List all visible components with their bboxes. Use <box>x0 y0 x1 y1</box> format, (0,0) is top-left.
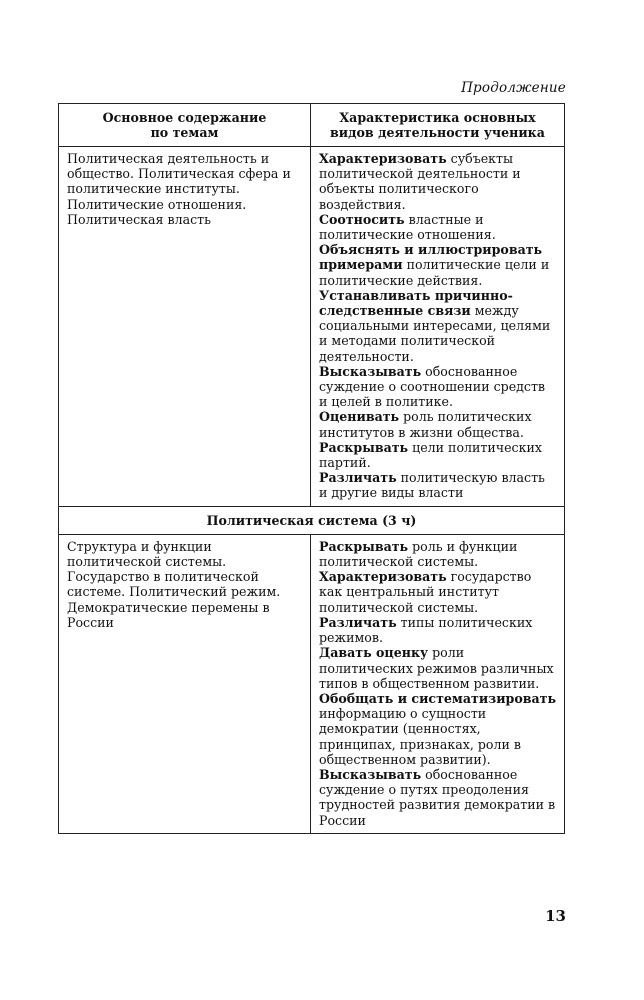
activity-item <box>319 569 556 615</box>
activity-text: роли политических режимов различных типов в общественном развитии. <box>319 645 554 691</box>
activity-text: политические цели и политические действия. <box>319 257 550 288</box>
activity-verb: Высказывать <box>319 363 422 379</box>
activity-item <box>319 212 556 242</box>
activity-text: обоснованное суждение о соотношении средств и целей в политике. <box>319 363 546 410</box>
header-activities-line2: видов деятельности ученика <box>330 125 545 140</box>
activity-item <box>319 691 556 767</box>
activities-cell <box>311 534 565 833</box>
activity-item <box>319 615 556 645</box>
activity-item <box>319 242 556 288</box>
activity-text: цели политических партий. <box>319 439 542 471</box>
table-row <box>59 147 565 507</box>
topic-text: Структура и функции политической системы. Государство в политической системе. Политический режим. Демократические перемены в России <box>67 538 281 630</box>
activity-text: информацию о сущности демократии (ценностях, принципах, признаках, роли в общественном развитии). <box>319 706 521 767</box>
activity-text: между социальными интересами, целями и методами политической деятельности. <box>319 303 551 364</box>
activity-text: обоснованное суждение о путях преодоления трудностей развития демократии в России <box>319 766 556 828</box>
activity-verb: Различать <box>319 614 397 630</box>
header-main-content <box>59 104 311 147</box>
curriculum-table <box>58 103 565 834</box>
activity-item <box>319 539 556 569</box>
topic-cell <box>59 147 311 507</box>
activity-text: типы политических режимов. <box>319 614 533 646</box>
topic-text: Политическая деятельность и общество. Политическая сфера и политические институты. Политические отношения. Политическая власть <box>67 151 291 227</box>
activity-item <box>319 364 556 410</box>
activity-text: государство как центральный институт политической системы. <box>319 569 532 615</box>
activity-text: роль политических институтов в жизни общества. <box>319 409 532 440</box>
activity-item <box>319 470 556 500</box>
activity-verb: Характеризовать <box>319 151 447 166</box>
activity-verb: Оценивать <box>319 409 400 425</box>
header-activities-line1: Характеристика основных <box>339 110 536 125</box>
activity-text: роль и функции политической системы. <box>319 538 518 570</box>
activity-item <box>319 288 556 364</box>
page-number: 13 <box>545 907 566 925</box>
section-title: Политическая система (3 ч) <box>59 506 565 534</box>
section-row <box>59 506 565 534</box>
activity-verb: Объяснять и иллюстрировать примерами <box>319 242 543 273</box>
activity-item <box>319 645 556 691</box>
header-main-content-line2: по темам <box>150 125 219 140</box>
activities-cell <box>311 147 565 507</box>
activity-item <box>319 151 556 212</box>
header-activities <box>311 104 565 147</box>
table-row <box>59 534 565 833</box>
header-main-content-line1: Основное содержание <box>102 110 267 125</box>
activity-verb: Раскрывать <box>319 439 409 455</box>
activity-item <box>319 767 556 828</box>
activity-item <box>319 440 556 470</box>
activity-verb: Различать <box>319 470 397 486</box>
activity-verb: Обобщать и систематизировать <box>319 690 556 706</box>
table-header-row <box>59 104 565 147</box>
continuation-label: Продолжение <box>461 80 566 96</box>
activity-verb: Высказывать <box>319 766 422 782</box>
activity-text: властные и политические отношения. <box>319 211 496 243</box>
activity-verb: Характеризовать <box>319 569 447 585</box>
topic-cell <box>59 534 311 833</box>
activity-verb: Раскрывать <box>319 538 409 554</box>
activity-text: политическую власть и другие виды власти <box>319 470 545 501</box>
activity-item <box>319 409 556 439</box>
activity-text: субъекты политической деятельности и объекты политического воздействия. <box>319 151 521 212</box>
activity-verb: Устанавливать причинно-следственные связи <box>319 287 513 319</box>
activity-verb: Давать оценку <box>319 645 429 661</box>
activity-verb: Соотносить <box>319 211 405 227</box>
